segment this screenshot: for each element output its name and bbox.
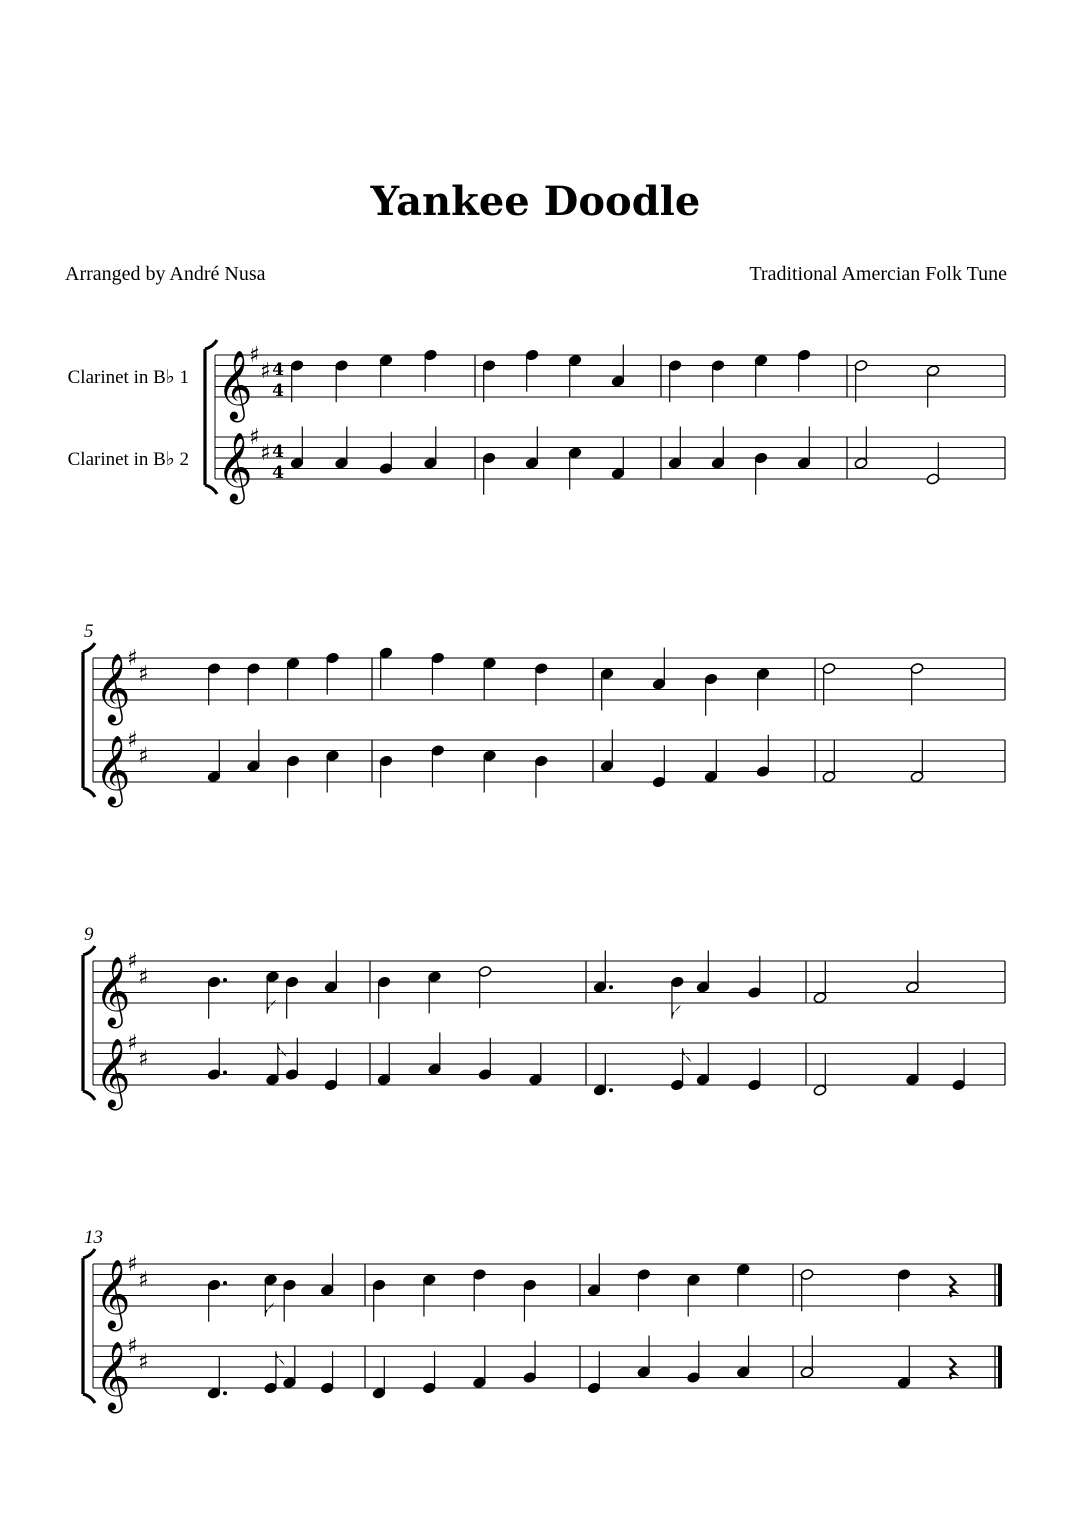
sharp-icon: ♯: [249, 343, 260, 368]
sharp-icon: ♯: [260, 358, 271, 384]
treble-clef-icon: 𝄞: [217, 432, 253, 502]
eighth-flag: [276, 1351, 285, 1365]
eighth-flag: [683, 1048, 692, 1062]
composer-credit: Traditional Amercian Folk Tune: [749, 263, 1007, 285]
sharp-icon: ♯: [138, 1267, 149, 1293]
dot-icon: [609, 1088, 613, 1092]
treble-clef-icon: 𝄞: [95, 1259, 131, 1329]
sharp-icon: ♯: [127, 1031, 138, 1056]
time-signature-bottom: 4: [272, 381, 284, 401]
sharp-icon: ♯: [138, 964, 149, 990]
quarter-rest-icon: [950, 1358, 956, 1379]
dot-icon: [223, 1281, 227, 1285]
arranger-credit: Arranged by André Nusa: [65, 263, 266, 285]
treble-clef-icon: 𝄞: [95, 956, 131, 1026]
eighth-flag: [267, 1000, 276, 1014]
treble-clef-icon: 𝄞: [95, 1341, 131, 1411]
eighth-flag: [265, 1303, 274, 1317]
sharp-icon: ♯: [138, 1349, 149, 1375]
treble-clef-icon: 𝄞: [95, 1038, 131, 1108]
sharp-icon: ♯: [138, 661, 149, 687]
sharp-icon: ♯: [249, 425, 260, 450]
treble-clef-icon: 𝄞: [95, 653, 131, 723]
sharp-icon: ♯: [127, 1252, 138, 1277]
sharp-icon: ♯: [127, 1334, 138, 1359]
sharp-icon: ♯: [127, 646, 138, 671]
sharp-icon: ♯: [127, 949, 138, 974]
measure-number: 13: [84, 1227, 103, 1248]
treble-clef-icon: 𝄞: [95, 735, 131, 805]
sharp-icon: ♯: [138, 1046, 149, 1072]
dot-icon: [609, 985, 613, 989]
eighth-flag: [672, 1005, 681, 1019]
eighth-flag: [278, 1043, 287, 1057]
time-signature-bottom: 4: [272, 463, 284, 483]
dot-icon: [223, 1071, 227, 1075]
treble-clef-icon: 𝄞: [217, 350, 253, 420]
sharp-icon: ♯: [260, 440, 271, 466]
score-title: Yankee Doodle: [370, 178, 701, 225]
sharp-icon: ♯: [138, 743, 149, 769]
instrument-name-1: Clarinet in B♭ 1: [67, 367, 189, 388]
quarter-rest-icon: [950, 1276, 956, 1297]
dot-icon: [223, 1391, 227, 1395]
time-signature-top: 4: [272, 442, 284, 462]
time-signature-top: 4: [272, 360, 284, 380]
measure-number: 9: [84, 924, 94, 945]
sharp-icon: ♯: [127, 728, 138, 753]
measure-number: 5: [84, 621, 94, 642]
instrument-name-2: Clarinet in B♭ 2: [67, 449, 189, 470]
dot-icon: [223, 978, 227, 982]
